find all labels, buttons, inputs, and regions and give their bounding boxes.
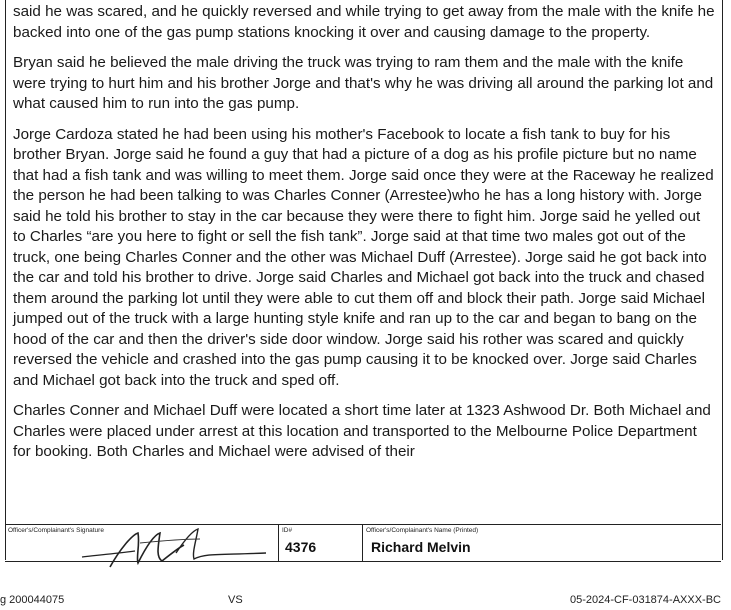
- id-value: 4376: [285, 539, 317, 555]
- footer-left-text: g 200044075: [0, 594, 65, 606]
- narrative-paragraph: Jorge Cardoza stated he had been using his mother's Facebook to locate a fish tank to buy for his brother Bryan. Jorge said he found a guy that had a picture of a dog as his profile picture but no name that had a fish tank and was willing to meet them. Jorge said once they were at the Raceway he realized the person he had been talking to was Charles Conner (Arrestee)who he has a long history with. Jorge said he told his brother to stay in the car because they were there to fight him. Jorge said he yelled out to Charles “are you here to fight or sell the fish tank”. Jorge said at that time two males got out of the truck, one being Charles Conner and the other was Michael Duff (Arrestee). Jorge said he got back into the car and told his brother to drive. Jorge said Charles and Michael got back into the truck and chased them around the parking lot until they were able to cut them off and block their path. Jorge said Michael jumped out of the truck with a large hunting style knife and ran up to the car and began to bang on the hood of the car and then the driver's side door window. Jorge said his rother was scared and quickly reversed the vehicle and crashed into the gas pump causing it to be knocked over. Jorge said Charles and Michael got back into the truck and sped off.: [13, 125, 714, 389]
- narrative-paragraph: Charles Conner and Michael Duff were located a short time later at 1323 Ashwood Dr. Both Michael and Charles were placed under arrest at this location and transported to the Melbourne Police Department for booking. Both Charles and Michael were advised of their: [13, 402, 711, 460]
- narrative-paragraph: Bryan said he believed the male driving the truck was trying to ram them and the male with the knife were trying to hurt him and his brother Jorge and that's why he was driving all around the parking lot and what caused him to run into the gas pump.: [13, 54, 714, 112]
- officer-name: Richard Melvin: [371, 539, 471, 555]
- footer-case-number: 05-2024-CF-031874-AXXX-BC: [569, 594, 721, 606]
- signature-block: [5, 524, 721, 562]
- footer-middle-text: VS: [228, 594, 243, 606]
- name-cell: [362, 525, 722, 561]
- signature-label: Officer's/Complainant's Signature: [8, 527, 104, 534]
- narrative-paragraph: said he was scared, and he quickly reversed and while trying to get away from the male with the knife he backed into one of the gas pump stations knocking it over and causing damage to the property.: [13, 3, 715, 41]
- signature-cell: [5, 525, 278, 561]
- id-cell: [278, 525, 363, 561]
- name-label: Officer's/Complainant's Name (Printed): [366, 527, 479, 534]
- report-narrative: [13, 2, 715, 473]
- handwritten-signature: [80, 523, 270, 573]
- id-label: ID#: [282, 527, 293, 534]
